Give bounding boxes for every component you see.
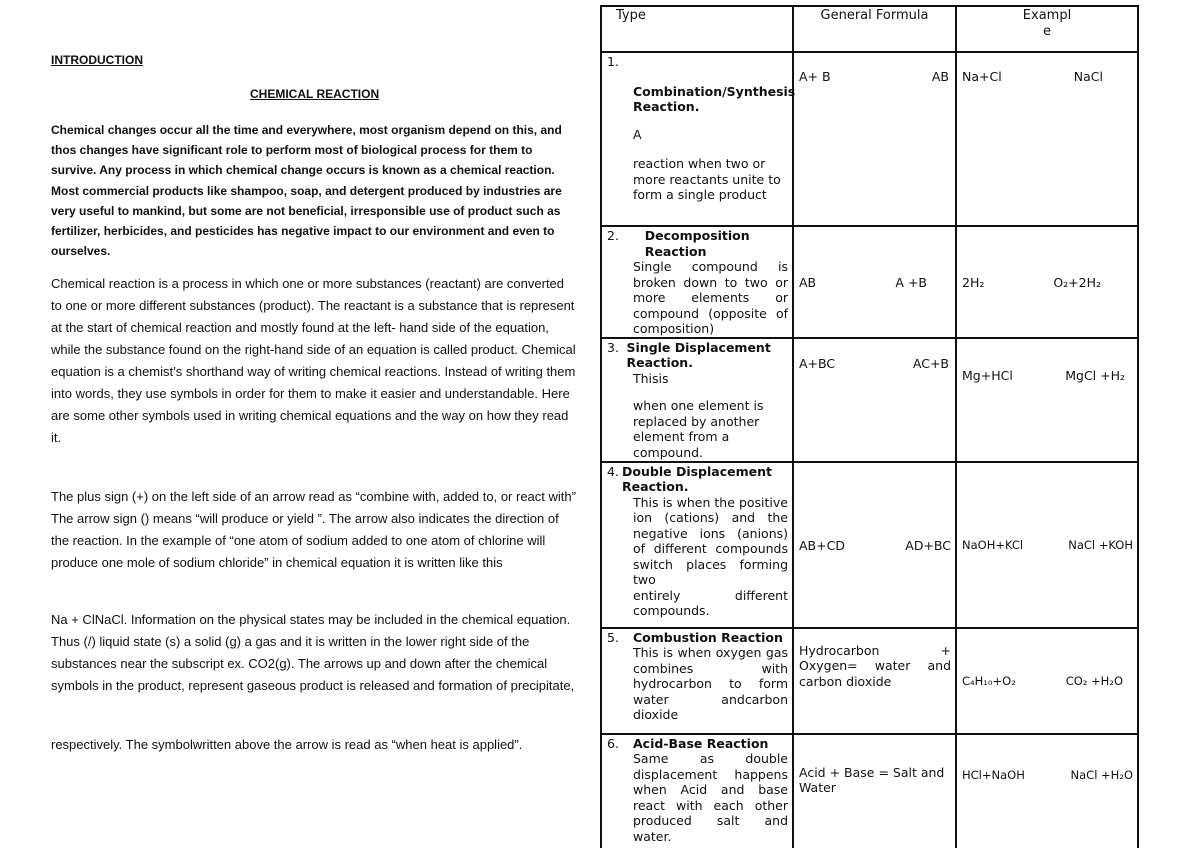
formula-reactants: AB bbox=[799, 274, 817, 290]
reaction-name: Combustion Reaction bbox=[633, 629, 783, 645]
example-products: MgCl +H₂ bbox=[1065, 367, 1125, 383]
reaction-description-cont: entirely different compounds. bbox=[633, 587, 788, 618]
example-reactants: HCl+NaOH bbox=[962, 767, 1025, 782]
example-reactants: NaOH+KCl bbox=[962, 538, 1024, 552]
table-row bbox=[601, 226, 1138, 338]
header-type: Type bbox=[601, 6, 793, 52]
example-reactants: Na+Cl bbox=[962, 69, 1002, 84]
example-products: O₂+2H₂ bbox=[1053, 274, 1101, 290]
reaction-description: This is when the positive ion (cations) and the negative ions (anions) of different compounds switch places forming two bbox=[633, 494, 788, 587]
table-row bbox=[601, 462, 1138, 628]
example-cell bbox=[956, 52, 1138, 226]
paragraph-plus-sign: The plus sign (+) on the left side of an arrow read as “combine with, added to, or react with” The arrow sign () means “will produce or yield ”. The arrow also indicates the direction of the reaction. In the example of “one atom of sodium added to one atom of chlorine will produce one mole of sodium chloride” in chemical equation it is written like this bbox=[51, 489, 576, 570]
example-cell bbox=[956, 462, 1138, 628]
reaction-description: This is when oxygen gas combines with hydrocarbon to form water andcarbon dioxide bbox=[633, 645, 788, 722]
example-cell bbox=[956, 628, 1138, 734]
formula-cell bbox=[793, 462, 956, 628]
formula-reactants: A+BC bbox=[799, 355, 836, 371]
formula-text: Acid + Base = Salt and Water bbox=[799, 764, 945, 795]
example-reactants: Mg+HCl bbox=[962, 367, 1013, 383]
introduction-heading: INTRODUCTION bbox=[51, 53, 143, 67]
reaction-name: Single Displacement Reaction. bbox=[626, 339, 771, 370]
paragraph-physical-states: Na + ClNaCl. Information on the physical states may be included in the chemical equation. Thus (/) liquid state (s) a solid (g) a gas and it is written in the lower right side of the substances near the subscript ex. CO2(g). The arrows up and down after the chemical symbols in the product, represent gaseous product is released and formation of precipitate, bbox=[51, 612, 575, 693]
formula-cell bbox=[793, 338, 956, 462]
row-number: 3. bbox=[607, 339, 619, 355]
reaction-name: Combination/Synthesis Reaction. bbox=[633, 83, 796, 114]
type-cell bbox=[601, 52, 796, 226]
example-products: CO₂ +H₂O bbox=[1065, 674, 1123, 688]
intro-paragraph: Chemical changes occur all the time and everywhere, most organism depend on this, and thos changes have significant role to perform most of biological process for them to survive. Any process in which chemical change occurs is known as a chemical reaction. Most commercial products like shampoo, soap, and detergent produced by industries are very useful to mankind, but some are not beneficial, irresponsible use of product such as fertilizer, herbicides, and pesticides has negative impact to our environment and even to ourselves. bbox=[51, 123, 562, 259]
table-row bbox=[601, 628, 1138, 734]
reaction-letter: A bbox=[633, 126, 642, 142]
formula-products: AB bbox=[931, 69, 949, 84]
example-cell bbox=[956, 734, 1138, 848]
formula-cell bbox=[793, 52, 956, 226]
formula-reactants: AB+CD bbox=[799, 537, 845, 553]
row-number: 4. bbox=[607, 463, 619, 479]
header-example bbox=[956, 6, 1138, 52]
formula-products: A +B bbox=[895, 274, 927, 290]
paragraph-heat-symbol: respectively. The symbolwritten above the arrow is read as “when heat is applied”. bbox=[51, 737, 523, 752]
example-products: NaCl +KOH bbox=[1068, 538, 1133, 552]
formula-text: Hydrocarbon + Oxygen= water and carbon dioxide bbox=[799, 642, 951, 689]
reaction-name: Double Displacement Reaction. bbox=[622, 463, 772, 494]
reaction-name: Acid-Base Reaction bbox=[633, 735, 769, 751]
example-reactants: 2H₂ bbox=[962, 274, 985, 290]
row-number: 6. bbox=[607, 735, 619, 751]
table-row bbox=[601, 338, 1138, 462]
table-row bbox=[601, 734, 1138, 848]
header-general-formula: General Formula bbox=[793, 6, 956, 52]
type-cell bbox=[601, 462, 793, 628]
example-reactants: C₄H₁₀+O₂ bbox=[962, 674, 1016, 688]
reaction-inline-text: Thisis bbox=[633, 370, 669, 386]
formula-cell bbox=[793, 734, 956, 848]
reaction-types-table bbox=[600, 5, 1139, 848]
row-number: 2. bbox=[607, 228, 619, 243]
example-products: NaCl bbox=[1073, 69, 1103, 84]
header-example-line1: Exampl bbox=[1022, 8, 1072, 23]
type-cell bbox=[601, 226, 793, 338]
formula-reactants: A+ B bbox=[799, 69, 831, 84]
formula-cell bbox=[793, 226, 956, 338]
example-cell bbox=[956, 338, 1138, 462]
reaction-description: when one element is replaced by another element from a compound. bbox=[633, 398, 764, 460]
chemical-reaction-title: CHEMICAL REACTION bbox=[250, 87, 380, 101]
formula-cell bbox=[793, 628, 956, 734]
example-products: NaCl +H₂O bbox=[1070, 767, 1133, 782]
type-cell bbox=[601, 734, 793, 848]
formula-products: AC+B bbox=[912, 355, 949, 371]
row-number: 5. bbox=[607, 629, 619, 645]
row-number: 1. bbox=[607, 54, 619, 69]
header-example-line2: e bbox=[1043, 24, 1051, 39]
type-cell bbox=[601, 338, 793, 462]
table-row bbox=[601, 52, 1138, 226]
paragraph-chemical-reaction-definition: Chemical reaction is a process in which one or more substances (reactant) are converted to one or more different substances (product). The reactant is a substance that is represent at the start of chemical reaction and mostly found at the left- hand side of the equation, while the substance found on the right-hand side of an equation is called product. Chemical equation is a chemist’s shorthand way of writing chemical reactions. Instead of writing them into words, they use symbols in order for them to make it easier and understandable. Here are some other symbols used in writing chemical equations and the way on how they read it. bbox=[51, 276, 576, 445]
example-cell bbox=[956, 226, 1138, 338]
reaction-name: Decomposition Reaction bbox=[644, 228, 750, 259]
reaction-description: Single compound is broken down to two or more elements or compound (opposite of composition) bbox=[633, 259, 788, 336]
reaction-description: reaction when two or more reactants unite to form a single product bbox=[633, 156, 781, 202]
table-header-row bbox=[601, 6, 1138, 52]
formula-products: AD+BC bbox=[905, 537, 951, 553]
type-cell bbox=[601, 628, 793, 734]
reaction-description: Same as double displacement happens when Acid and base react with each other produced salt and water. bbox=[633, 751, 788, 844]
